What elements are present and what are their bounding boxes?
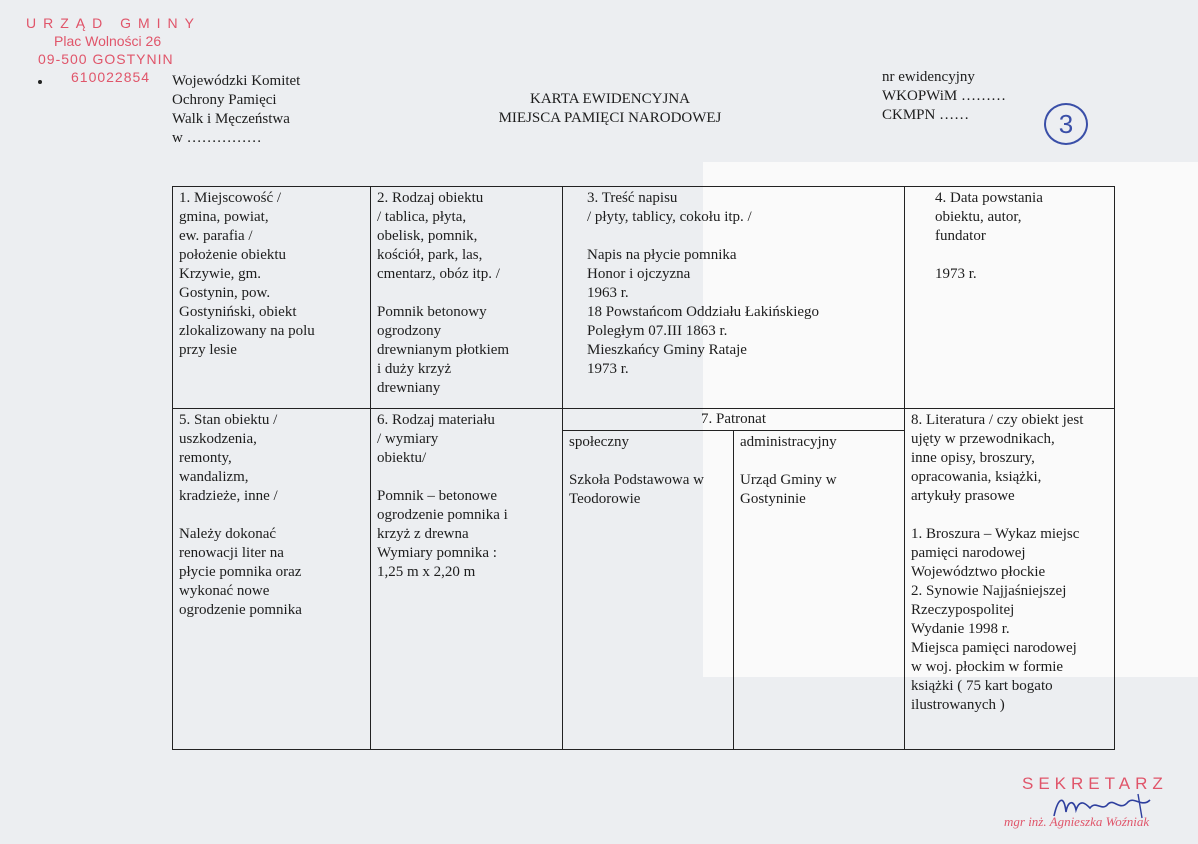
circled-number: 3: [1044, 103, 1088, 145]
record-table: [172, 186, 1115, 750]
patronage-title: 7. Patronat: [563, 409, 904, 431]
document-title: KARTA EWIDENCYJNA MIEJSCA PAMIĘCI NARODOWEJ: [498, 91, 722, 126]
ink-dot: [38, 80, 42, 84]
stamp-line-1: URZĄD GMINY: [26, 15, 201, 31]
cell-inscription: 3. Treść napisu / płyty, tablicy, cokołu itp. / Napis na płycie pomnika Honor i ojczyzna 1963 r. 18 Powstańcom Oddziału Łakińskiego Poległym 07.III 1863 r. Mieszkańcy Gminy Rataje 1973 r.: [563, 187, 905, 409]
cell-object-type: 2. Rodzaj obiektu / tablica, płyta, obelisk, pomnik, kościół, park, las, cmentarz, obóz itp. / Pomnik betonowy ogrodzony drewnianym płotkiem i duży krzyż drewniany: [371, 187, 563, 409]
patronage-social: społeczny Szkoła Podstawowa w Teodorowie: [569, 434, 704, 507]
cell-location: 1. Miejscowość / gmina, powiat, ew. parafia / położenie obiektu Krzywie, gm. Gostynin, pow. Gostyniński, obiekt zlokalizowany na polu przy lesie: [173, 187, 371, 409]
cell-condition: 5. Stan obiektu / uszkodzenia, remonty, wandalizm, kradzieże, inne / Należy dokonać renowacji liter na płycie pomnika oraz wykonać nowe ogrodzenie pomnika: [173, 409, 371, 750]
cell-literature: 8. Literatura / czy obiekt jest ujęty w przewodnikach, inne opisy, broszury, opracowania, książki, artykuły prasowe 1. Broszura – Wykaz miejsc pamięci narodowej Województwo płockie 2. Synowie Najjaśniejszej Rzeczypospolitej Wydanie 1998 r. Miejsca pamięci narodowej w woj. płockim w formie książki ( 75 kart bogato ilustrowanych ): [905, 409, 1115, 750]
registry-number-block: nr ewidencyjny WKOPWiM ……… CKMPN ……: [882, 69, 1006, 123]
cell-date-author: 4. Data powstania obiektu, autor, fundator 1973 r.: [905, 187, 1115, 409]
committee-header: Wojewódzki Komitet Ochrony Pamięci Walk i Męczeństwa w ……………: [172, 73, 301, 146]
secretary-name: mgr inż. Agnieszka Woźniak: [1004, 814, 1150, 829]
patronage-administrative: administracyjny Urząd Gminy w Gostyninie: [733, 431, 904, 749]
cell-material: 6. Rodzaj materiału / wymiary obiektu/ Pomnik – betonowe ogrodzenie pomnika i krzyż z drewna Wymiary pomnika : 1,25 m x 2,20 m: [371, 409, 563, 750]
stamp-line-2: Plac Wolności 26: [54, 33, 162, 49]
stamp-line-3: 09-500 GOSTYNIN: [38, 51, 174, 67]
stamp-line-4: 610022854: [71, 69, 151, 85]
cell-patronage: [563, 409, 905, 750]
secretary-stamp-title: SEKRETARZ: [1022, 774, 1168, 793]
